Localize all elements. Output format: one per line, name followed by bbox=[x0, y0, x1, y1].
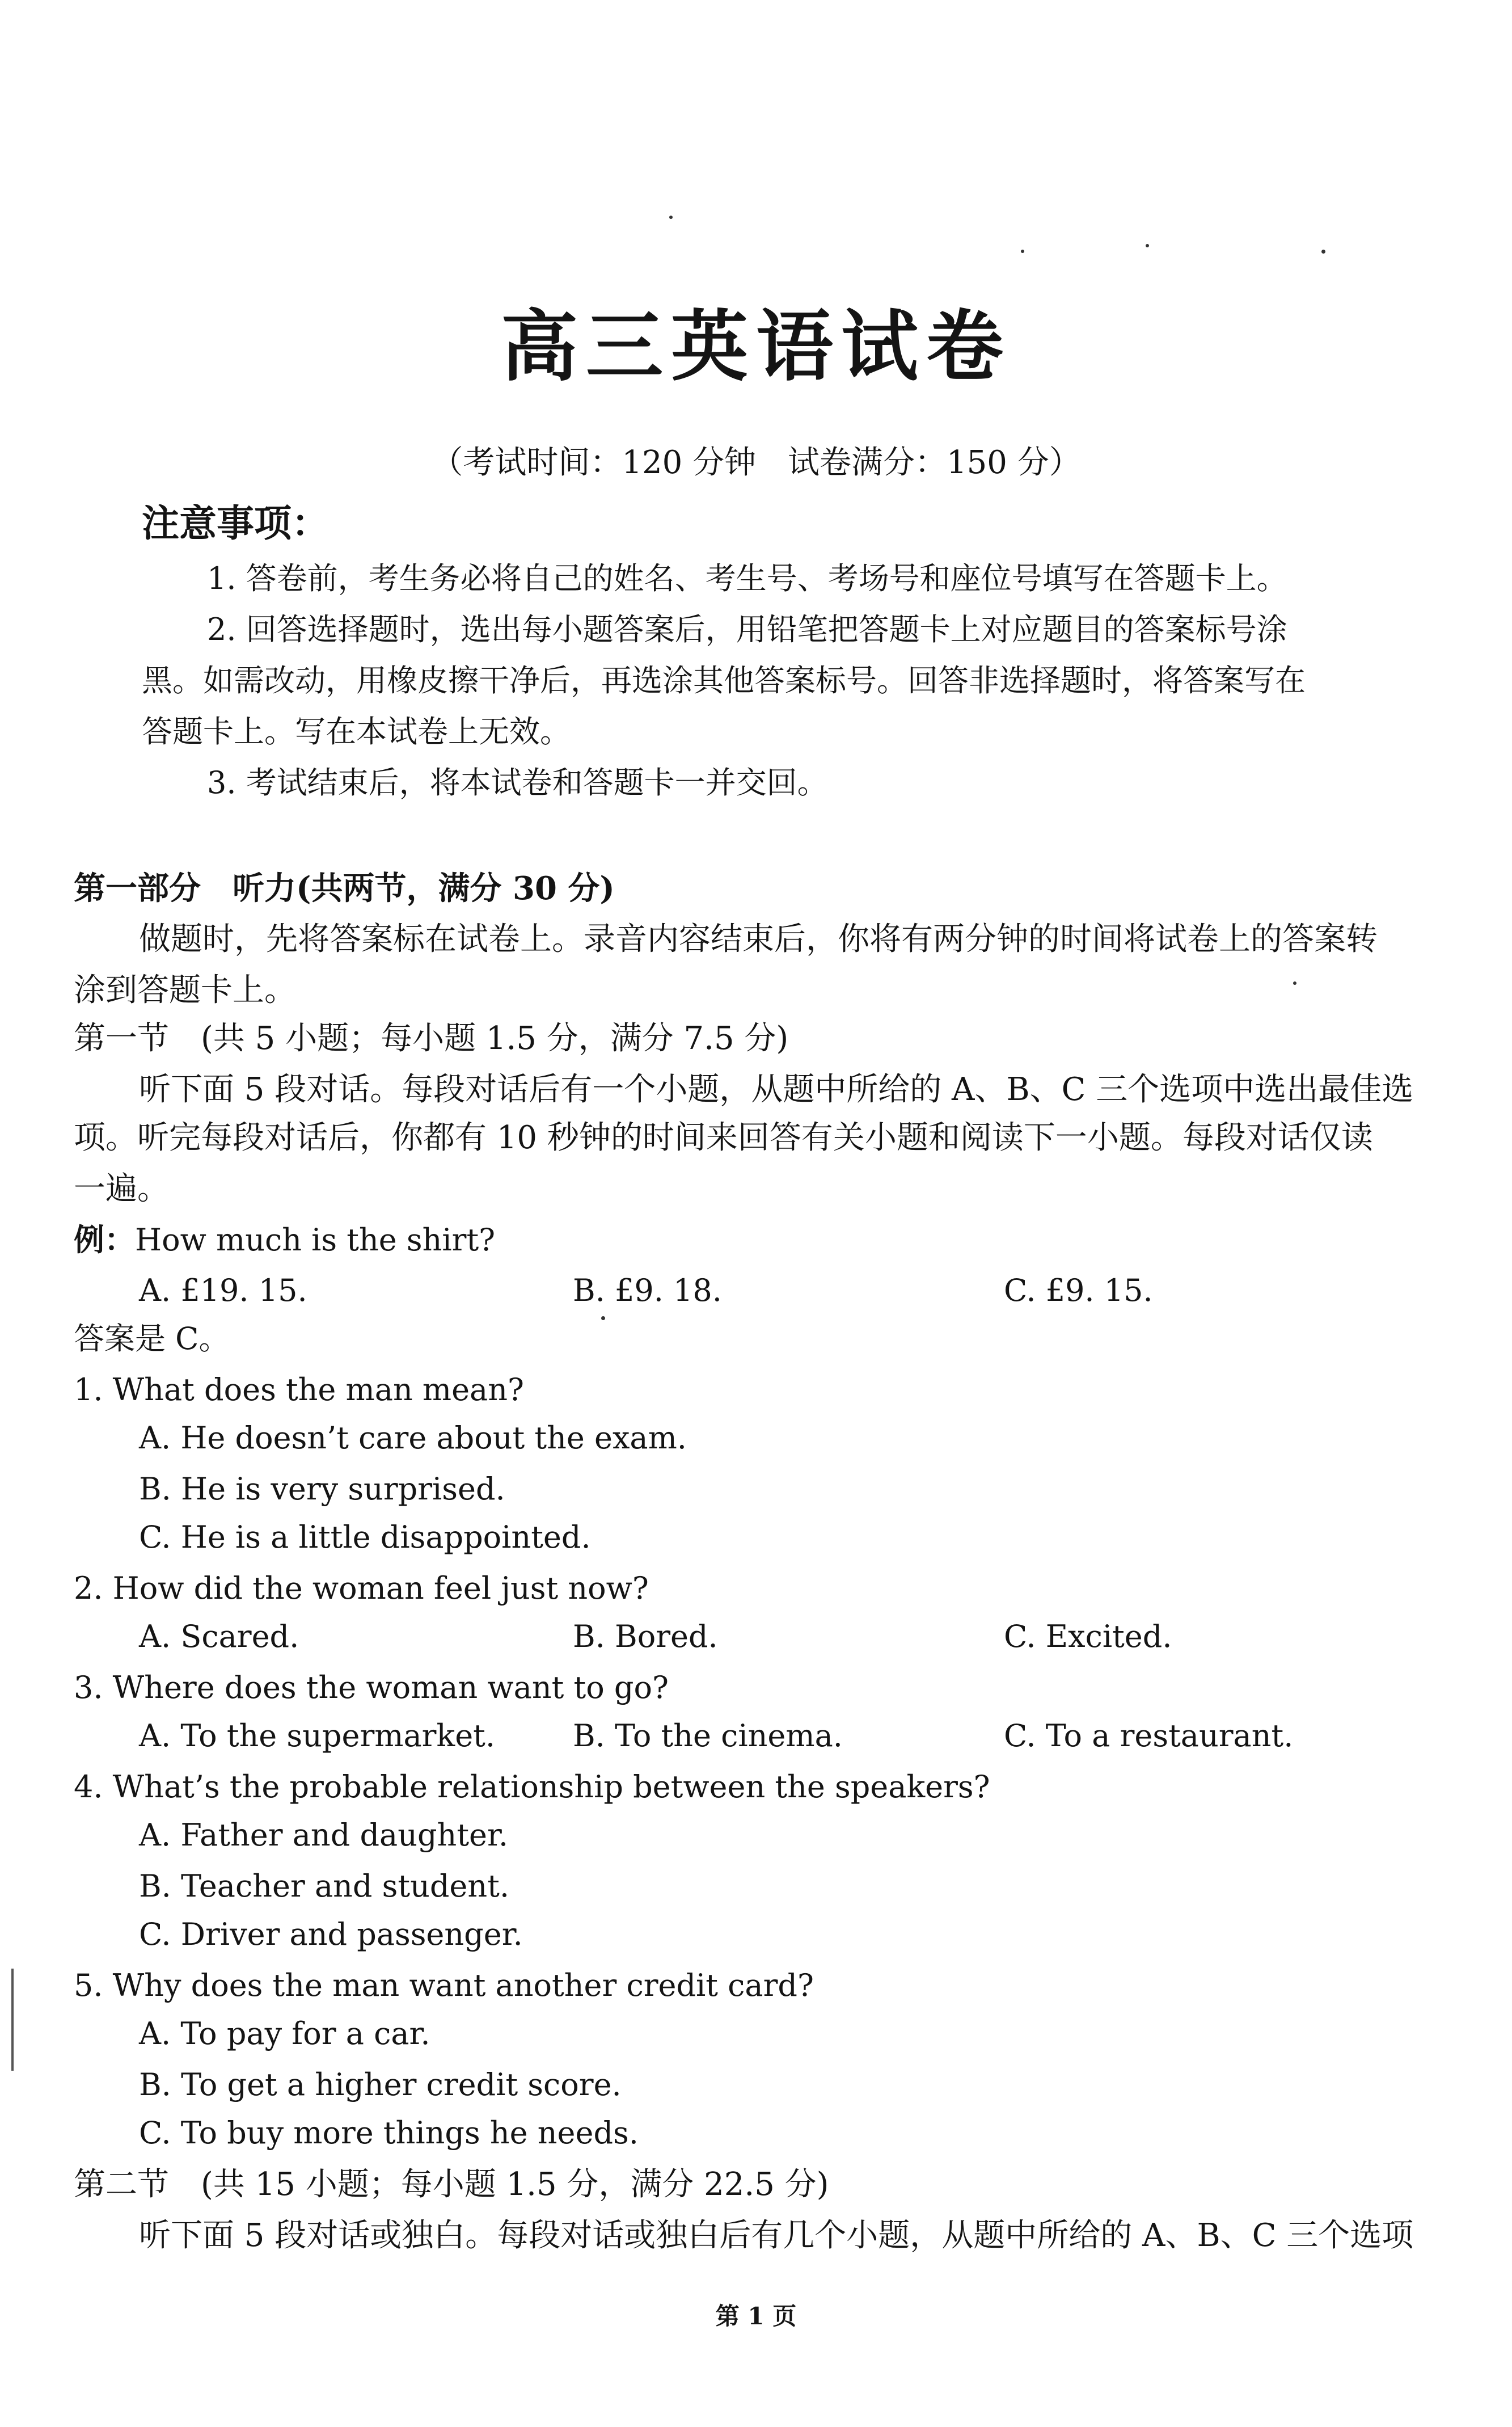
notice-line-1: 1. 答卷前，考生务必将自己的姓名、考生号、考场号和座位号填写在答题卡上。 bbox=[207, 561, 1287, 596]
example-option-c: C. £9. 15. bbox=[1004, 1273, 1153, 1308]
scan-speck bbox=[669, 216, 673, 219]
part1-intro-b: 涂到答题卡上。 bbox=[74, 972, 296, 1009]
section1-intro-b: 项。听完每段对话后，你都有 10 秒钟的时间来回答有关小题和阅读下一小题。每段对话仅读 bbox=[74, 1119, 1373, 1156]
notice-line-2c: 答题卡上。写在本试卷上无效。 bbox=[142, 714, 571, 749]
question-4-option-a: A. Father and daughter. bbox=[139, 1817, 509, 1853]
example-question bbox=[74, 1220, 495, 1260]
page-title: 高三英语试卷 bbox=[501, 301, 1011, 392]
question-5-option-b: B. To get a higher credit score. bbox=[139, 2067, 622, 2102]
question-5: 5. Why does the man want another credit card? bbox=[74, 1967, 814, 2003]
notice-line-2b: 黑。如需改动，用橡皮擦干净后，再选涂其他答案标号。回答非选择题时，将答案写在 bbox=[142, 663, 1306, 698]
question-2-option-c: C. Excited. bbox=[1004, 1619, 1172, 1654]
example-answer: 答案是 C。 bbox=[74, 1321, 230, 1356]
question-3-option-a: A. To the supermarket. bbox=[139, 1718, 496, 1754]
part1-heading: 第一部分 听力(共两节，满分 30 分) bbox=[74, 870, 615, 907]
section1-intro-a: 听下面 5 段对话。每段对话后有一个小题，从题中所给的 A、B、C 三个选项中选出最佳选 bbox=[139, 1071, 1414, 1108]
scan-speck bbox=[1321, 250, 1325, 254]
scan-speck bbox=[1146, 244, 1149, 247]
question-2: 2. How did the woman feel just now? bbox=[74, 1570, 649, 1606]
notice-line-2a: 2. 回答选择题时，选出每小题答案后，用铅笔把答题卡上对应题目的答案标号涂 bbox=[207, 612, 1287, 647]
scan-edge-line bbox=[11, 1969, 14, 2071]
question-2-option-a: A. Scared. bbox=[139, 1619, 299, 1654]
exam-info: （考试时间：120 分钟 试卷满分：150 分） bbox=[431, 444, 1081, 481]
example-option-b: B. £9. 18. bbox=[573, 1273, 722, 1308]
example-label: 例： bbox=[74, 1221, 135, 1258]
question-1: 1. What does the man mean? bbox=[74, 1372, 524, 1408]
question-5-option-c: C. To buy more things he needs. bbox=[139, 2115, 639, 2151]
question-3-option-c: C. To a restaurant. bbox=[1004, 1718, 1294, 1754]
scan-speck bbox=[601, 1316, 605, 1320]
part1-intro-a: 做题时，先将答案标在试卷上。录音内容结束后，你将有两分钟的时间将试卷上的答案转 bbox=[139, 921, 1378, 958]
question-4: 4. What’s the probable relationship between the speakers? bbox=[74, 1769, 990, 1805]
question-1-option-c: C. He is a little disappointed. bbox=[139, 1519, 591, 1555]
question-3-option-b: B. To the cinema. bbox=[573, 1718, 843, 1754]
question-3: 3. Where does the woman want to go? bbox=[74, 1670, 669, 1705]
question-2-option-b: B. Bored. bbox=[573, 1619, 718, 1654]
scan-speck bbox=[1293, 981, 1296, 985]
section1-heading: 第一节 (共 5 小题；每小题 1.5 分，满分 7.5 分) bbox=[74, 1020, 789, 1057]
page-number: 第 1 页 bbox=[715, 2302, 797, 2330]
example-option-a: A. £19. 15. bbox=[139, 1273, 307, 1308]
question-1-option-b: B. He is very surprised. bbox=[139, 1471, 505, 1507]
notice-line-3: 3. 考试结束后，将本试卷和答题卡一并交回。 bbox=[207, 765, 828, 800]
scan-speck bbox=[1021, 250, 1024, 253]
section2-heading: 第二节 (共 15 小题；每小题 1.5 分，满分 22.5 分) bbox=[74, 2166, 829, 2203]
question-4-option-c: C. Driver and passenger. bbox=[139, 1916, 523, 1952]
question-4-option-b: B. Teacher and student. bbox=[139, 1868, 510, 1904]
example-question-text: How much is the shirt? bbox=[135, 1222, 496, 1258]
question-5-option-a: A. To pay for a car. bbox=[139, 2016, 430, 2051]
notice-heading: 注意事项： bbox=[142, 501, 329, 545]
question-1-option-a: A. He doesn’t care about the exam. bbox=[139, 1420, 687, 1456]
section2-intro-a: 听下面 5 段对话或独白。每段对话或独白后有几个小题，从题中所给的 A、B、C 三个选项 bbox=[139, 2217, 1414, 2254]
section1-intro-c: 一遍。 bbox=[74, 1170, 169, 1207]
